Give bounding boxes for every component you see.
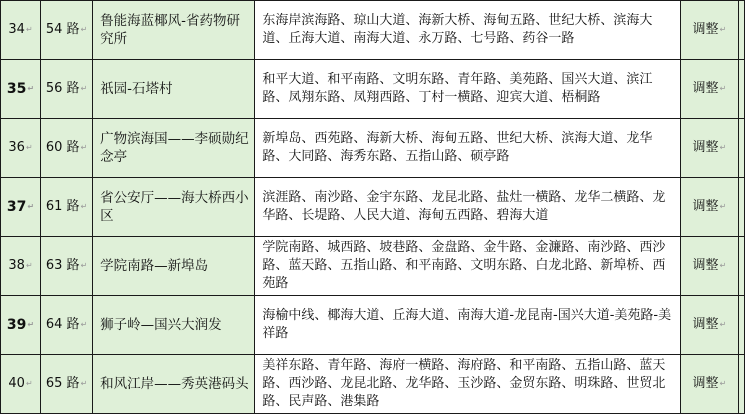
paragraph-mark-icon: ↵	[719, 379, 727, 388]
paragraph-mark-icon: ↵	[80, 379, 88, 388]
bus-line-cell: 63 路↵	[41, 237, 93, 296]
table-row	[1, 296, 745, 355]
route-name-cell: 省公安厅——海大桥西小区	[93, 178, 255, 237]
route-name-cell: 学院南路—新埠岛	[93, 237, 255, 296]
paragraph-mark-icon: ↵	[719, 320, 727, 329]
row-number-cell: 35↵	[1, 60, 41, 119]
bus-line-cell: 54 路↵	[41, 1, 93, 60]
paragraph-mark-icon: ↵	[80, 202, 88, 211]
action-cell: 调整↵	[680, 119, 738, 178]
spacer-cell	[738, 355, 744, 414]
route-name-cell: 鲁能海蓝椰风-省药物研究所	[93, 1, 255, 60]
paragraph-mark-icon: ↵	[80, 25, 88, 34]
action-cell: 调整↵	[680, 178, 738, 237]
paragraph-mark-icon: ↵	[27, 320, 35, 329]
route-name-cell: 广物滨海国——李硕勋纪念亭	[93, 119, 255, 178]
roads-cell: 东海岸滨海路、琼山大道、海新大桥、海甸五路、世纪大桥、滨海大道、丘海大道、南海大道、永万路、七号路、药谷一路	[255, 1, 681, 60]
paragraph-mark-icon: ↵	[27, 202, 35, 211]
paragraph-mark-icon: ↵	[80, 320, 88, 329]
table-row	[1, 178, 745, 237]
row-number-cell: 38↵	[1, 237, 41, 296]
action-cell: 调整↵	[680, 60, 738, 119]
spacer-cell	[738, 296, 744, 355]
paragraph-mark-icon: ↵	[25, 261, 33, 270]
roads-cell: 美祥东路、青年路、海府一横路、海府路、和平南路、五指山路、蓝天路、西沙路、龙昆北路、龙华路、玉沙路、金贸东路、明珠路、世贸北路、民声路、港集路	[255, 355, 681, 414]
spacer-cell	[738, 1, 744, 60]
row-number-cell: 36↵	[1, 119, 41, 178]
table-row	[1, 355, 745, 414]
paragraph-mark-icon: ↵	[80, 261, 88, 270]
paragraph-mark-icon: ↵	[80, 84, 88, 93]
bus-line-cell: 65 路↵	[41, 355, 93, 414]
bus-line-cell: 56 路↵	[41, 60, 93, 119]
bus-line-cell: 64 路↵	[41, 296, 93, 355]
action-cell: 调整↵	[680, 1, 738, 60]
paragraph-mark-icon: ↵	[25, 379, 33, 388]
table-row	[1, 60, 745, 119]
roads-cell: 新埠岛、西苑路、海新大桥、海甸五路、世纪大桥、滨海大道、龙华路、大同路、海秀东路、五指山路、硕亭路	[255, 119, 681, 178]
spacer-cell	[738, 178, 744, 237]
paragraph-mark-icon: ↵	[719, 261, 727, 270]
paragraph-mark-icon: ↵	[25, 25, 33, 34]
row-number-cell: 39↵	[1, 296, 41, 355]
roads-cell: 和平大道、和平南路、文明东路、青年路、美苑路、国兴大道、滨江路、凤翔东路、凤翔西路、丁村一横路、迎宾大道、梧桐路	[255, 60, 681, 119]
roads-cell: 滨涯路、南沙路、金宇东路、龙昆北路、盐灶一横路、龙华二横路、龙华路、长堤路、人民大道、海甸五西路、碧海大道	[255, 178, 681, 237]
table-row	[1, 119, 745, 178]
roads-cell: 海榆中线、椰海大道、丘海大道、南海大道-龙昆南-国兴大道-美苑路-美祥路	[255, 296, 681, 355]
table-row	[1, 1, 745, 60]
paragraph-mark-icon: ↵	[25, 143, 33, 152]
route-name-cell: 祇园-石塔村	[93, 60, 255, 119]
paragraph-mark-icon: ↵	[719, 84, 727, 93]
table-row	[1, 237, 745, 296]
spacer-cell	[738, 60, 744, 119]
action-cell: 调整↵	[680, 237, 738, 296]
row-number-cell: 40↵	[1, 355, 41, 414]
route-name-cell: 和风江岸——秀英港码头	[93, 355, 255, 414]
spacer-cell	[738, 119, 744, 178]
paragraph-mark-icon: ↵	[719, 143, 727, 152]
paragraph-mark-icon: ↵	[719, 202, 727, 211]
bus-line-cell: 60 路↵	[41, 119, 93, 178]
paragraph-mark-icon: ↵	[27, 84, 35, 93]
paragraph-mark-icon: ↵	[719, 25, 727, 34]
row-number-cell: 37↵	[1, 178, 41, 237]
spacer-cell	[738, 237, 744, 296]
bus-line-cell: 61 路↵	[41, 178, 93, 237]
roads-cell: 学院南路、城西路、坡巷路、金盘路、金牛路、金濂路、南沙路、西沙路、蓝天路、五指山路、和平南路、文明东路、白龙北路、新埠桥、西苑路	[255, 237, 681, 296]
paragraph-mark-icon: ↵	[80, 143, 88, 152]
action-cell: 调整↵	[680, 296, 738, 355]
row-number-cell: 34↵	[1, 1, 41, 60]
route-name-cell: 狮子岭—国兴大润发	[93, 296, 255, 355]
action-cell: 调整↵	[680, 355, 738, 414]
